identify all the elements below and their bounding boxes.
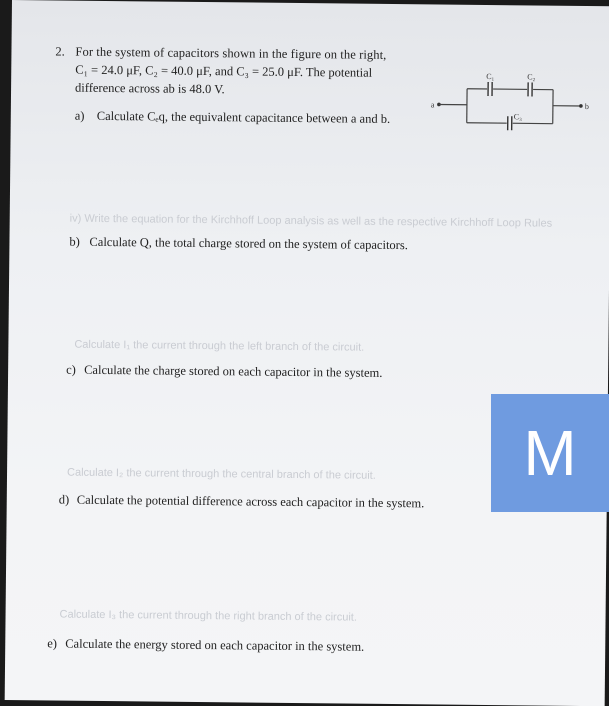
faint-bleed-text-4: Calculate I₃ the current through the right branch of the circuit. (60, 609, 357, 624)
capacitor-c3-label: C₃ (514, 112, 522, 121)
part-e-question: Calculate the energy stored on each capacitor in the system. (65, 637, 364, 655)
faint-bleed-text-3: Calculate I₂ the current through the central branch of the circuit. (67, 467, 376, 482)
capacitor-c2-label: C₂ (527, 72, 535, 81)
faint-bleed-text-2: Calculate I₁ the current through the left branch of the circuit. (74, 339, 364, 354)
faint-bleed-text-1: iv) Write the equation for the Kirchhoff Loop analysis as well as the respective Kirchhoff Loop Rules (70, 213, 553, 230)
node-b-label: b (585, 102, 589, 111)
part-b-label: b) (69, 235, 80, 250)
part-a-question: Calculate Cₑq, the equivalent capacitance between a and b. (97, 109, 391, 127)
part-b-question: Calculate Q, the total charge stored on the system of capacitors. (89, 235, 408, 253)
capacitor-c3-symbol (507, 116, 513, 130)
part-a-label: a) (75, 109, 85, 124)
wire-top-branch (467, 89, 553, 90)
watermark-logo-letter: M (523, 416, 576, 490)
capacitor-c2-symbol (527, 82, 533, 96)
part-d-label: d) (59, 493, 70, 508)
problem-intro-line-1: For the system of capacitors shown in the figure on the right, (75, 45, 386, 63)
part-d-question: Calculate the potential difference across each capacitor in the system. (77, 493, 425, 512)
problem-intro-line-2: C₁ = 24.0 μF, C₂ = 40.0 μF, and C₃ = 25.0 μF. The potential (75, 63, 372, 81)
capacitor-c1-symbol (487, 82, 493, 96)
node-b-terminal (579, 104, 583, 108)
capacitor-c1-label: C₁ (486, 72, 494, 81)
part-c-question: Calculate the charge stored on each capacitor in the system. (84, 363, 382, 381)
problem-number: 2. (55, 44, 65, 59)
watermark-logo (491, 394, 609, 512)
capacitor-circuit-diagram (431, 66, 602, 138)
node-a-label: a (431, 100, 435, 109)
worksheet-page (5, 0, 609, 706)
part-c-label: c) (66, 363, 76, 378)
problem-intro-line-3: difference across ab is 48.0 V. (75, 81, 225, 98)
part-e-label: e) (47, 636, 57, 651)
